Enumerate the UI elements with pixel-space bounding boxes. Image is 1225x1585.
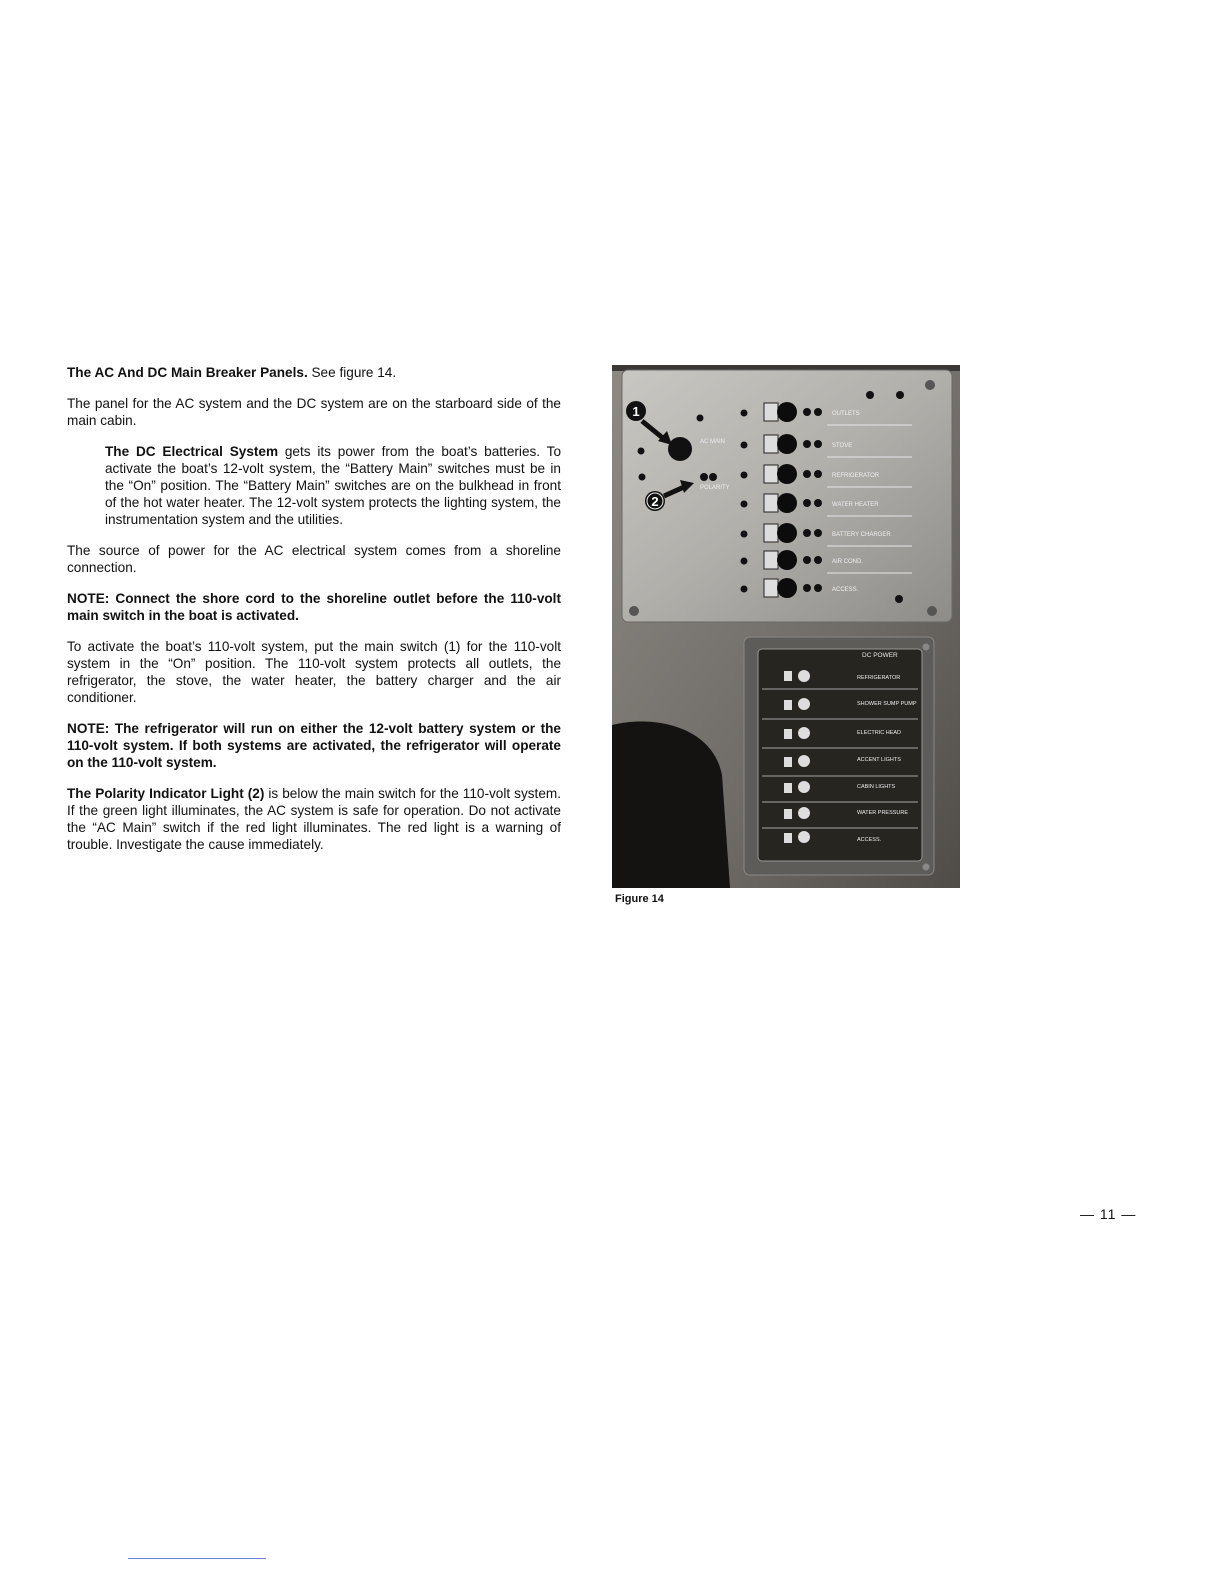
heading-rest: See figure 14. xyxy=(307,365,397,380)
indicator-dot xyxy=(638,448,645,455)
paragraph-polarity xyxy=(67,785,561,853)
note-refrigerator-text: NOTE: The refrigerator will run on either the 12-volt battery system or the 110-volt system. If both systems are activated, the refrigerator will operate on the 110-volt system. xyxy=(67,721,561,770)
ac-breaker-label: OUTLETS xyxy=(832,411,860,417)
breaker-panels-illustration xyxy=(612,365,960,888)
polarity-light-green xyxy=(700,473,708,481)
dc-breaker-label: REFRIGERATOR xyxy=(857,675,901,681)
ac-breaker-label: ACCESS. xyxy=(832,587,859,593)
ac-breaker-label: WATER HEATER xyxy=(832,502,879,508)
dc-breaker-label: ACCESS. xyxy=(857,837,882,843)
paragraph-ac-activate: To activate the boat’s 110-volt system, put the main switch (1) for the 110-volt system in the “On” position. The 110-volt system protects all outlets, the refrigerator, the stove, the water heater, the battery charger and the air conditioner. xyxy=(67,639,561,705)
polarity-light-red xyxy=(709,473,717,481)
dc-power-title: DC POWER xyxy=(862,652,898,659)
dc-breaker-label: WATER PRESSURE xyxy=(857,810,909,816)
dc-breaker-label: CABIN LIGHTS xyxy=(857,784,896,790)
paragraph-dc-system xyxy=(105,443,561,528)
callout-1-number: 1 xyxy=(632,404,640,419)
ac-main-label: AC MAIN xyxy=(700,439,726,445)
indicator-dot xyxy=(697,415,704,422)
ac-breaker-label: AIR COND. xyxy=(832,559,864,565)
footer-rule xyxy=(128,1558,266,1559)
indicator-dot xyxy=(895,595,903,603)
ac-breaker-label: BATTERY CHARGER xyxy=(832,532,891,538)
ac-breaker-label: REFRIGERATOR xyxy=(832,473,880,479)
ac-main-switch xyxy=(668,437,692,461)
dc-breaker-label: ELECTRIC HEAD xyxy=(857,730,902,736)
callout-2-number: 2 xyxy=(651,494,659,509)
dc-system-term: The DC Electrical System xyxy=(105,444,279,459)
text-column xyxy=(67,364,561,867)
indicator-dot xyxy=(896,391,904,399)
page-number: — 11 — xyxy=(1080,1206,1137,1222)
ac-breaker-label: STOVE xyxy=(832,443,853,449)
screw-icon xyxy=(923,864,930,871)
screw-icon xyxy=(923,644,930,651)
paragraph-panels-location: The panel for the AC system and the DC system are on the starboard side of the main cabin. xyxy=(67,396,561,428)
indicator-dot xyxy=(866,391,874,399)
figure-caption: Figure 14 xyxy=(615,893,664,905)
dc-breaker-label: SHOWER SUMP PUMP xyxy=(857,701,917,707)
polarity-text: is below the main switch for the 110-volt system. If the green light illuminates, the AC system is safe for operation. Do not activate the “AC Main” switch if the red light illuminates. The red light is a warning of trouble. Investigate the cause immediately. xyxy=(67,786,561,852)
note-shore-cord-text: NOTE: Connect the shore cord to the shoreline outlet before the 110-volt main switch in the boat is activated. xyxy=(67,591,561,623)
polarity-term: The Polarity Indicator Light (2) xyxy=(67,786,265,801)
screw-icon xyxy=(925,380,935,390)
screw-icon xyxy=(927,606,937,616)
indicator-dot xyxy=(639,474,646,481)
note-refrigerator xyxy=(67,720,561,771)
dc-system-text: gets its power from the boat’s batteries. To activate the boat’s 12-volt system, the “Battery Main” switches must be in the “On” position. The “Battery Main” switches are on the bulkhead in front of the hot water heater. The 12-volt system protects the lighting system, the instrumentation system and the utilities. xyxy=(105,444,562,527)
section-heading xyxy=(67,364,561,381)
note-shore-cord xyxy=(67,590,561,624)
figure-14-photo xyxy=(612,365,960,888)
heading-bold: The AC And DC Main Breaker Panels. xyxy=(67,365,308,380)
paragraph-ac-source: The source of power for the AC electrical system comes from a shoreline connection. xyxy=(67,543,561,575)
dc-breaker-label: ACCENT LIGHTS xyxy=(857,757,901,763)
polarity-label: POLARITY xyxy=(700,485,730,491)
screw-icon xyxy=(629,606,639,616)
